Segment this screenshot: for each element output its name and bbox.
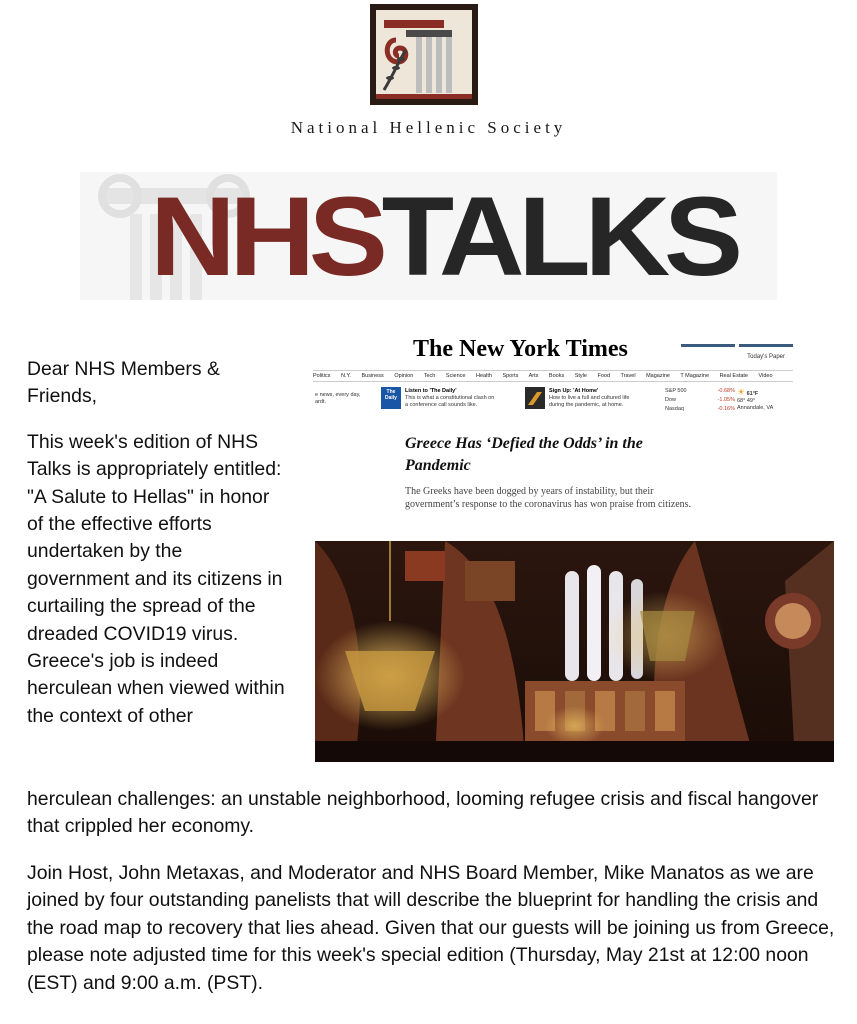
nyt-promo-strip xyxy=(313,384,793,416)
market-change: -0.16% xyxy=(717,406,735,412)
nyt-nav-item: Magazine xyxy=(646,373,670,379)
athome-promo-line: How to live a full and cultured life xyxy=(549,395,630,401)
nyt-markets xyxy=(665,387,735,414)
daily-promo-line: a conference call sounds like. xyxy=(405,402,478,408)
nhs-talks-banner xyxy=(80,172,777,300)
nyt-nav-item: Tech xyxy=(423,373,436,379)
athome-promo-line: during the pandemic, at home. xyxy=(549,402,624,408)
daily-podcast-icon: The Daily xyxy=(381,387,401,409)
nyt-nav-item: Video xyxy=(758,373,773,379)
letter-paragraph-1-continued: herculean challenges: an unstable neighborhood, looming refugee crisis and fiscal hangover that crippled her economy. xyxy=(27,788,819,838)
letter-paragraph-1: This week's edition of NHS Talks is appropriately entitled: "A Salute to Hellas" in honor of the effective efforts undertaken by the government and its citizens in curtailing the spread of the dreaded COVID19 virus. Greece's job is indeed herculean when viewed within the context of other xyxy=(27,430,285,727)
church-interior-photo xyxy=(315,541,834,762)
society-name: National Hellenic Society xyxy=(290,118,567,137)
nyt-nav-item: Business xyxy=(361,373,384,379)
nyt-headline: Greece Has ‘Defied the Odds’ in the Pandemic xyxy=(405,435,643,474)
market-row xyxy=(665,405,735,414)
nyt-nav-item: Travel xyxy=(620,373,636,379)
market-name: Nasdaq xyxy=(665,406,684,412)
nyt-nav-item: Food xyxy=(597,373,611,379)
market-change: -0.68% xyxy=(717,388,735,394)
nyt-nav-item: N.Y. xyxy=(340,373,351,379)
nyt-left-snippet xyxy=(315,392,360,406)
daily-promo-line: This is what a constitutional clash on xyxy=(405,395,495,401)
nyt-nav-item: Opinion xyxy=(394,373,414,379)
weather-range: 68° 49° xyxy=(737,398,756,404)
nyt-nav-item: T Magazine xyxy=(680,373,710,379)
market-row xyxy=(665,387,735,396)
nyt-nav-item: Science xyxy=(445,373,466,379)
nyt-article-image xyxy=(313,330,793,535)
athome-promo-text xyxy=(549,388,659,409)
letter-intro xyxy=(27,356,289,748)
weather-location: Annandale, VA xyxy=(737,405,774,411)
nyt-snippet-line: e news, every day, xyxy=(315,392,361,398)
banner-talks: TALKS xyxy=(381,174,737,299)
letter-paragraph-2: Join Host, John Metaxas, and Moderator and NHS Board Member, Mike Manatos as we are joined by four outstanding panelists that will describe the blueprint for handling the crisis and the road map to recovery that lies ahead. Given that our guests will be joining us from Greece, please note adjusted time for this week's special edition (Thursday, May 21st at 12:00 noon (EST) and 9:00 a.m. (PST). xyxy=(27,862,835,994)
nyt-top-bars xyxy=(677,334,793,352)
daily-promo-title: Listen to 'The Daily' xyxy=(405,388,457,394)
nyt-nav-item: Arts xyxy=(528,373,539,379)
nyt-nav-item: Books xyxy=(548,373,565,379)
nyt-nav-item: Politics xyxy=(313,373,331,379)
nyt-summary: The Greeks have been dogged by years of instability, but their government’s response to the coronavirus has won praise from citizens. xyxy=(405,486,692,510)
market-row xyxy=(665,396,735,405)
daily-promo-text xyxy=(405,388,515,409)
athome-promo-title: Sign Up: 'At Home' xyxy=(549,388,599,394)
nyt-nav-item: Sports xyxy=(502,373,519,379)
banner-nhs: NHS xyxy=(150,174,382,299)
nyt-masthead: The New York Times xyxy=(413,336,628,362)
sun-icon: ☀ xyxy=(737,387,746,397)
nhs-talks-title xyxy=(150,174,737,299)
market-name: Dow xyxy=(665,397,677,403)
nyt-nav-item: Health xyxy=(476,373,492,379)
nyt-todays-paper: Today's Paper xyxy=(747,354,785,360)
at-home-icon xyxy=(525,387,545,409)
nyt-nav-item: Real Estate xyxy=(719,373,748,379)
weather-temp: 61°F xyxy=(746,391,759,397)
nyt-nav xyxy=(313,370,793,382)
nyt-snippet-line: ardt. xyxy=(315,399,327,405)
market-change: -1.05% xyxy=(717,397,735,403)
letter-greeting: Dear NHS Members & Friends, xyxy=(27,358,220,408)
nyt-nav-item: Style xyxy=(574,373,587,379)
market-name: S&P 500 xyxy=(665,388,687,394)
nhs-logo xyxy=(370,4,478,105)
nyt-weather xyxy=(737,389,773,412)
